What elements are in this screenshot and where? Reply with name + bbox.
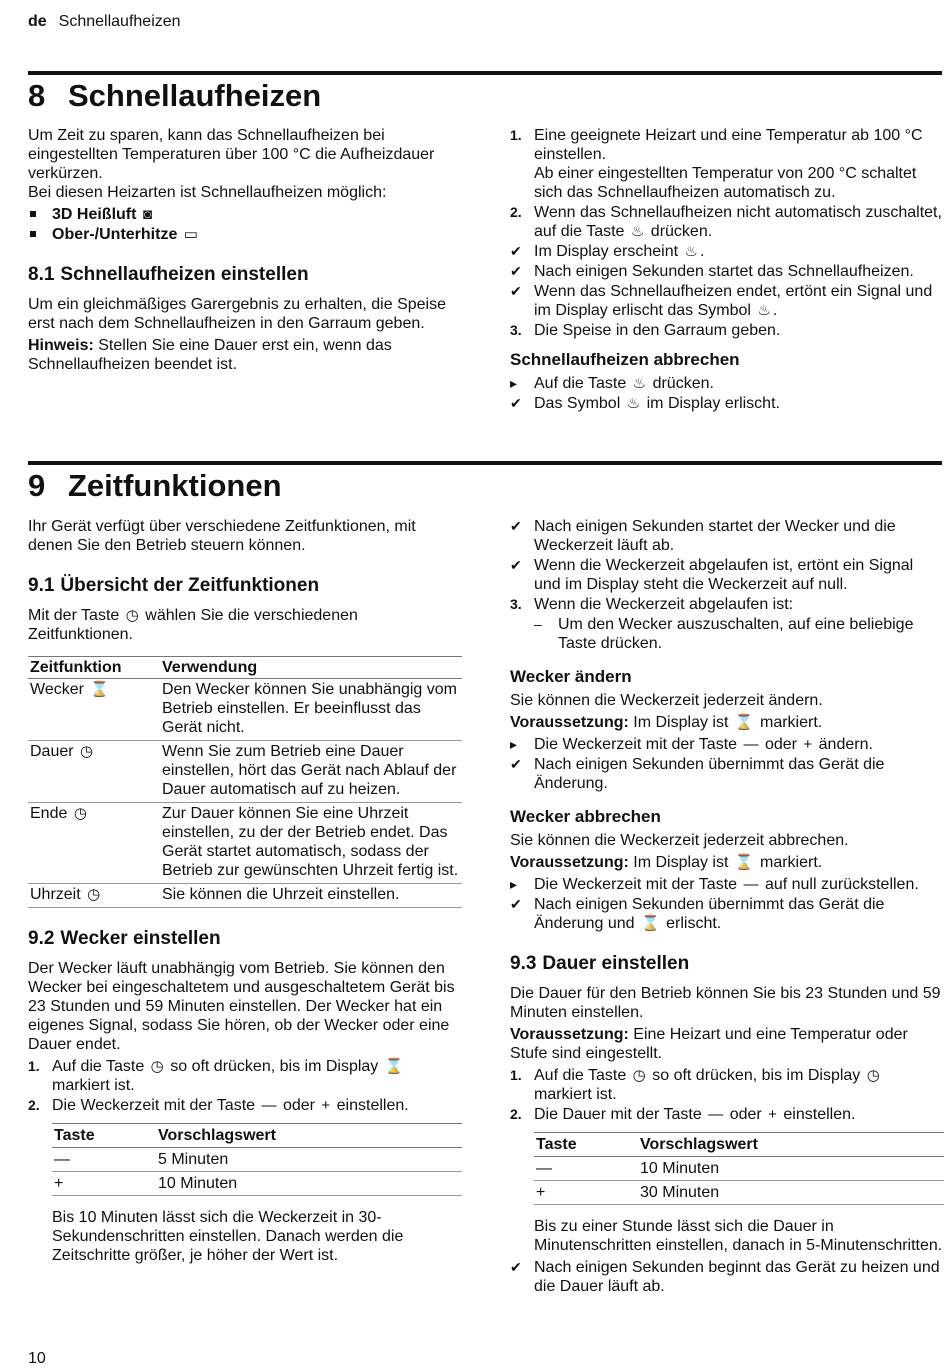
hourglass-icon: ⌛: [734, 714, 754, 731]
text: Im Display ist: [633, 854, 729, 871]
header-language: de: [28, 13, 47, 30]
column-header: Verwendung: [160, 657, 462, 679]
plus-key-cell: +: [534, 1181, 638, 1205]
action-text: Auf die Taste: [534, 375, 627, 392]
action-text: Die Weckerzeit mit der Taste: [534, 876, 738, 893]
punctuation: .: [699, 243, 705, 260]
function-name: Ende: [30, 805, 68, 822]
precondition: [510, 713, 944, 732]
table-row: [28, 803, 462, 884]
rapid-heat-icon: ♨: [632, 375, 647, 392]
step-number: 2.: [510, 1106, 522, 1122]
table-header-row: [28, 657, 462, 679]
column-header: Vorschlagswert: [638, 1133, 944, 1157]
section-8-heading: [28, 78, 321, 114]
hourglass-icon: ⌛: [90, 681, 110, 698]
plus-key-cell: +: [52, 1172, 156, 1196]
section-number: 8: [28, 78, 46, 113]
step-item: [510, 126, 944, 202]
text: Eine Heizart und eine Temperatur oder Stufe sind eingestellt.: [510, 1026, 908, 1062]
minus-key-cell: —: [534, 1157, 638, 1181]
note-text: Bis zu einer Stunde lässt sich die Dauer in Minutenschritten einstellen, danach in 5-Minutenschritten.: [534, 1218, 943, 1254]
section-9-heading: [28, 468, 282, 504]
subsection-title: Dauer einstellen: [542, 953, 690, 974]
step-text: drücken.: [650, 223, 713, 240]
subsection-number: 9.3: [510, 953, 537, 974]
bullet-icon: [30, 211, 36, 217]
arrow-icon: ▸: [510, 736, 518, 752]
step-text: markiert ist.: [534, 1086, 617, 1103]
top-bottom-heat-icon: ▭: [183, 226, 198, 243]
subsection-heading: [28, 928, 462, 950]
timer-values-table: [52, 1123, 462, 1196]
subheading: Schnellaufheizen abbrechen: [510, 350, 740, 369]
step-number: 1.: [510, 1067, 522, 1083]
text: Im Display ist: [633, 714, 729, 731]
plus-icon: +: [321, 1097, 331, 1114]
precondition-label: Voraussetzung:: [510, 854, 629, 871]
check-icon: ✔: [510, 263, 522, 279]
rapid-heat-icon: ♨: [626, 395, 641, 412]
check-icon: ✔: [510, 283, 522, 299]
result-text: im Display erlischt.: [646, 395, 780, 412]
mode-label: 3D Heißluft: [52, 206, 137, 223]
note-text: Bis 10 Minuten lässt sich die Weckerzeit in 30-Sekundenschritten einstellen. Danach werden die Zeitschritte größer, je höher der Wert ist.: [52, 1209, 404, 1264]
step-item: [510, 321, 944, 340]
subsection-number: 8.1: [28, 264, 55, 285]
subsection-number: 9.1: [28, 575, 55, 596]
step-text: Ab einer eingestellten Temperatur von 200 °C schaltet sich das Schnellaufheizen automatisch zu.: [534, 165, 917, 201]
table-row: [28, 741, 462, 803]
check-icon: ✔: [510, 243, 522, 259]
section-8-rule: [28, 71, 942, 75]
page-number: 10: [28, 1350, 46, 1367]
arrow-icon: ▸: [510, 375, 518, 391]
clock-icon: ◷: [125, 607, 139, 624]
result-text: Nach einigen Sekunden startet das Schnellaufheizen.: [534, 263, 914, 280]
step-text: so oft drücken, bis im Display: [652, 1067, 861, 1084]
step-number: 2.: [28, 1097, 40, 1113]
function-cell: [28, 741, 160, 803]
step-item: [510, 1105, 944, 1124]
column-header: Taste: [534, 1133, 638, 1157]
section-number: 9: [28, 468, 46, 503]
plus-icon: +: [803, 736, 813, 753]
step-item: [28, 1057, 462, 1095]
result-text: Das Symbol: [534, 395, 621, 412]
table-wrapper: [28, 1123, 462, 1196]
paragraph: Sie können die Weckerzeit jederzeit ändern.: [510, 692, 823, 709]
step-number: 3.: [510, 322, 522, 338]
time-functions-table: [28, 656, 462, 908]
table-row: [28, 884, 462, 908]
section-8-left-column: [28, 126, 462, 377]
step-number: 2.: [510, 204, 522, 220]
hourglass-icon: ⌛: [384, 1058, 404, 1075]
result-text: Nach einigen Sekunden übernimmt das Gerät die Änderung.: [534, 756, 885, 792]
paragraph: Die Dauer für den Betrieb können Sie bis 23 Stunden und 59 Minuten einstellen.: [510, 985, 941, 1021]
column-header: Zeitfunktion: [28, 657, 160, 679]
hourglass-icon: ⌛: [640, 915, 660, 932]
column-header: Taste: [52, 1124, 156, 1148]
result-item: [510, 895, 944, 933]
table-wrapper: [510, 1132, 944, 1205]
action-text: oder: [764, 736, 797, 753]
step-item: [510, 203, 944, 241]
section-9-rule: [28, 461, 942, 465]
action-text: auf null zurückstellen.: [764, 876, 919, 893]
duration-values-table: [534, 1132, 944, 1205]
step-text: markiert ist.: [52, 1077, 135, 1094]
result-item: [510, 755, 944, 793]
table-row: [534, 1157, 944, 1181]
end-time-icon: ◷: [73, 805, 87, 822]
arrow-icon: ▸: [510, 876, 518, 892]
duration-icon: ◷: [866, 1067, 880, 1084]
table-row: [52, 1172, 462, 1196]
action-text: drücken.: [652, 375, 714, 392]
precondition: [510, 853, 944, 872]
function-cell: [28, 803, 160, 884]
result-text: Wenn das Schnellaufheizen endet, ertönt ein Signal und im Display erlischt das Symbol: [534, 283, 933, 319]
function-name: Wecker: [30, 681, 84, 698]
subsection-heading: [510, 953, 944, 975]
step-item: [510, 595, 944, 614]
section-9-right-column: [510, 517, 944, 1297]
text: markiert.: [760, 854, 823, 871]
header-title: Schnellaufheizen: [58, 13, 181, 30]
step-text: Die Speise in den Garraum geben.: [534, 322, 781, 339]
value-cell: 5 Minuten: [156, 1148, 462, 1172]
check-icon: ✔: [510, 756, 522, 772]
precondition: [510, 1025, 944, 1063]
function-cell: [28, 679, 160, 741]
check-icon: ✔: [510, 518, 522, 534]
duration-icon: ◷: [80, 743, 94, 760]
usage-cell: Den Wecker können Sie unabhängig vom Betrieb einstellen. Er beeinflusst das Gerät nicht.: [160, 679, 462, 741]
step-item: [510, 1066, 944, 1104]
usage-cell: Zur Dauer können Sie eine Uhrzeit einstellen, zu der der Betrieb endet. Das Gerät startet automatisch, sodass der Betrieb zur gewünschten Uhrzeit fertig ist.: [160, 803, 462, 884]
value-cell: 10 Minuten: [156, 1172, 462, 1196]
clock-icon: ◷: [150, 1058, 164, 1075]
step-text: Auf die Taste: [52, 1058, 145, 1075]
minus-key-cell: —: [52, 1148, 156, 1172]
subsection-title: Wecker einstellen: [60, 928, 221, 949]
result-item: [510, 282, 944, 320]
mode-item: [28, 205, 462, 224]
text: wählen Sie die verschiedenen Zeitfunktionen.: [28, 607, 358, 643]
step-text: Wenn das Schnellaufheizen nicht automatisch zuschaltet, auf die Taste: [534, 204, 942, 240]
function-name: Dauer: [30, 743, 74, 760]
step-text: einstellen.: [783, 1106, 856, 1123]
step-text: Die Weckerzeit mit der Taste: [52, 1097, 256, 1114]
mode-label: Ober-/Unterhitze: [52, 226, 178, 243]
text: Mit der Taste: [28, 607, 120, 624]
paragraph: Um ein gleichmäßiges Garergebnis zu erhalten, die Speise erst nach dem Schnellaufheizen in den Garraum geben.: [28, 296, 446, 332]
table-header-row: [52, 1124, 462, 1148]
table-header-row: [534, 1133, 944, 1157]
dash-icon: –: [534, 616, 542, 632]
step-text: oder: [729, 1106, 762, 1123]
paragraph: [28, 606, 462, 644]
check-icon: ✔: [510, 896, 522, 912]
step-number: 1.: [510, 127, 522, 143]
paragraph: Der Wecker läuft unabhängig vom Betrieb. Sie können den Wecker bei eingeschaltetem und ausgeschaltetem Gerät bis 23 Stunden und 59 Minuten einstellen. Der Wecker hat ein eigenes Signal, sodass Sie hören, ob der Wecker oder eine Dauer endet.: [28, 960, 455, 1053]
subsection-number: 9.2: [28, 928, 55, 949]
clock-icon: ◷: [87, 886, 101, 903]
check-icon: ✔: [510, 395, 522, 411]
rapid-heat-icon: ♨: [630, 223, 645, 240]
section-title: Zeitfunktionen: [68, 468, 282, 503]
result-text: Im Display erscheint: [534, 243, 679, 260]
step-text: Eine geeignete Heizart und eine Temperatur ab 100 °C einstellen.: [534, 127, 923, 163]
sub-item: [510, 615, 944, 653]
clock-icon: ◷: [632, 1067, 646, 1084]
sub-text: Um den Wecker auszuschalten, auf eine beliebige Taste drücken.: [558, 616, 914, 652]
result-item: [510, 517, 944, 555]
subheading: Wecker ändern: [510, 667, 632, 686]
subheading: Wecker abbrechen: [510, 807, 661, 826]
action-item: [510, 374, 944, 393]
plus-icon: +: [768, 1106, 777, 1123]
rapid-heat-icon: ♨: [684, 243, 698, 260]
function-cell: [28, 884, 160, 908]
step-number: 3.: [510, 596, 522, 612]
bullet-icon: [30, 231, 36, 237]
intro-text: Ihr Gerät verfügt über verschiedene Zeitfunktionen, mit denen Sie den Betrieb steuern können.: [28, 518, 416, 554]
minus-icon: —: [708, 1106, 724, 1123]
result-item: [510, 242, 944, 261]
value-cell: 30 Minuten: [638, 1181, 944, 1205]
check-icon: ✔: [510, 1259, 522, 1275]
text: markiert.: [760, 714, 823, 731]
step-item: [28, 1096, 462, 1115]
action-text: Die Weckerzeit mit der Taste: [534, 736, 738, 753]
check-icon: ✔: [510, 557, 522, 573]
result-text: Nach einigen Sekunden übernimmt das Gerät die Änderung und: [534, 896, 885, 932]
section-8-right-column: [510, 126, 944, 414]
result-text: erlischt.: [666, 915, 722, 932]
step-text: oder: [282, 1097, 315, 1114]
hourglass-icon: ⌛: [734, 854, 754, 871]
subsection-title: Schnellaufheizen einstellen: [60, 264, 309, 285]
modes-intro: Bei diesen Heizarten ist Schnellaufheizen möglich:: [28, 184, 387, 201]
result-item: [510, 1258, 944, 1296]
value-cell: 10 Minuten: [638, 1157, 944, 1181]
paragraph: Sie können die Weckerzeit jederzeit abbrechen.: [510, 832, 849, 849]
rapid-heat-icon: ♨: [757, 302, 771, 319]
minus-icon: —: [743, 876, 759, 893]
result-text: Nach einigen Sekunden startet der Wecker und die Weckerzeit läuft ab.: [534, 518, 896, 554]
minus-icon: —: [743, 736, 759, 753]
step-number: 1.: [28, 1058, 40, 1074]
step-text: Die Dauer mit der Taste: [534, 1106, 702, 1123]
page-header: [28, 12, 181, 31]
action-item: [510, 875, 944, 894]
action-text: ändern.: [818, 736, 873, 753]
subsection-title: Übersicht der Zeitfunktionen: [60, 575, 320, 596]
subsection-heading: [28, 264, 462, 286]
usage-cell: Sie können die Uhrzeit einstellen.: [160, 884, 462, 908]
table-row: [534, 1181, 944, 1205]
subsection-heading: [28, 575, 462, 597]
result-text: Wenn die Weckerzeit abgelaufen ist, ertönt ein Signal und im Display steht die Weckerzeit auf null.: [534, 557, 914, 593]
table-row: [52, 1148, 462, 1172]
minus-icon: —: [261, 1097, 277, 1114]
action-item: [510, 735, 944, 754]
hot-air-icon: ◙: [142, 206, 152, 223]
result-text: Nach einigen Sekunden beginnt das Gerät zu heizen und die Dauer läuft ab.: [534, 1259, 940, 1295]
hint-text: Stellen Sie eine Dauer erst ein, wenn das Schnellaufheizen beendet ist.: [28, 337, 392, 373]
hint-label: Hinweis:: [28, 337, 94, 354]
hint: [28, 336, 462, 374]
precondition-label: Voraussetzung:: [510, 714, 629, 731]
result-item: [510, 556, 944, 594]
result-item: [510, 262, 944, 281]
function-name: Uhrzeit: [30, 886, 81, 903]
section-title: Schnellaufheizen: [68, 78, 322, 113]
step-text: so oft drücken, bis im Display: [170, 1058, 379, 1075]
table-row: [28, 679, 462, 741]
section-9-left-column: [28, 517, 462, 1268]
step-text: Auf die Taste: [534, 1067, 627, 1084]
step-text: Wenn die Weckerzeit abgelaufen ist:: [534, 596, 794, 613]
result-item: [510, 394, 944, 413]
column-header: Vorschlagswert: [156, 1124, 462, 1148]
usage-cell: Wenn Sie zum Betrieb eine Dauer einstellen, hört das Gerät nach Ablauf der Dauer automatisch auf zu heizen.: [160, 741, 462, 803]
mode-item: [28, 225, 462, 244]
punctuation: .: [772, 302, 778, 319]
step-text: einstellen.: [336, 1097, 409, 1114]
precondition-label: Voraussetzung:: [510, 1026, 629, 1043]
intro-text: Um Zeit zu sparen, kann das Schnellaufheizen bei eingestellten Temperaturen über 100 °C die Aufheizdauer verkürzen.: [28, 127, 435, 182]
